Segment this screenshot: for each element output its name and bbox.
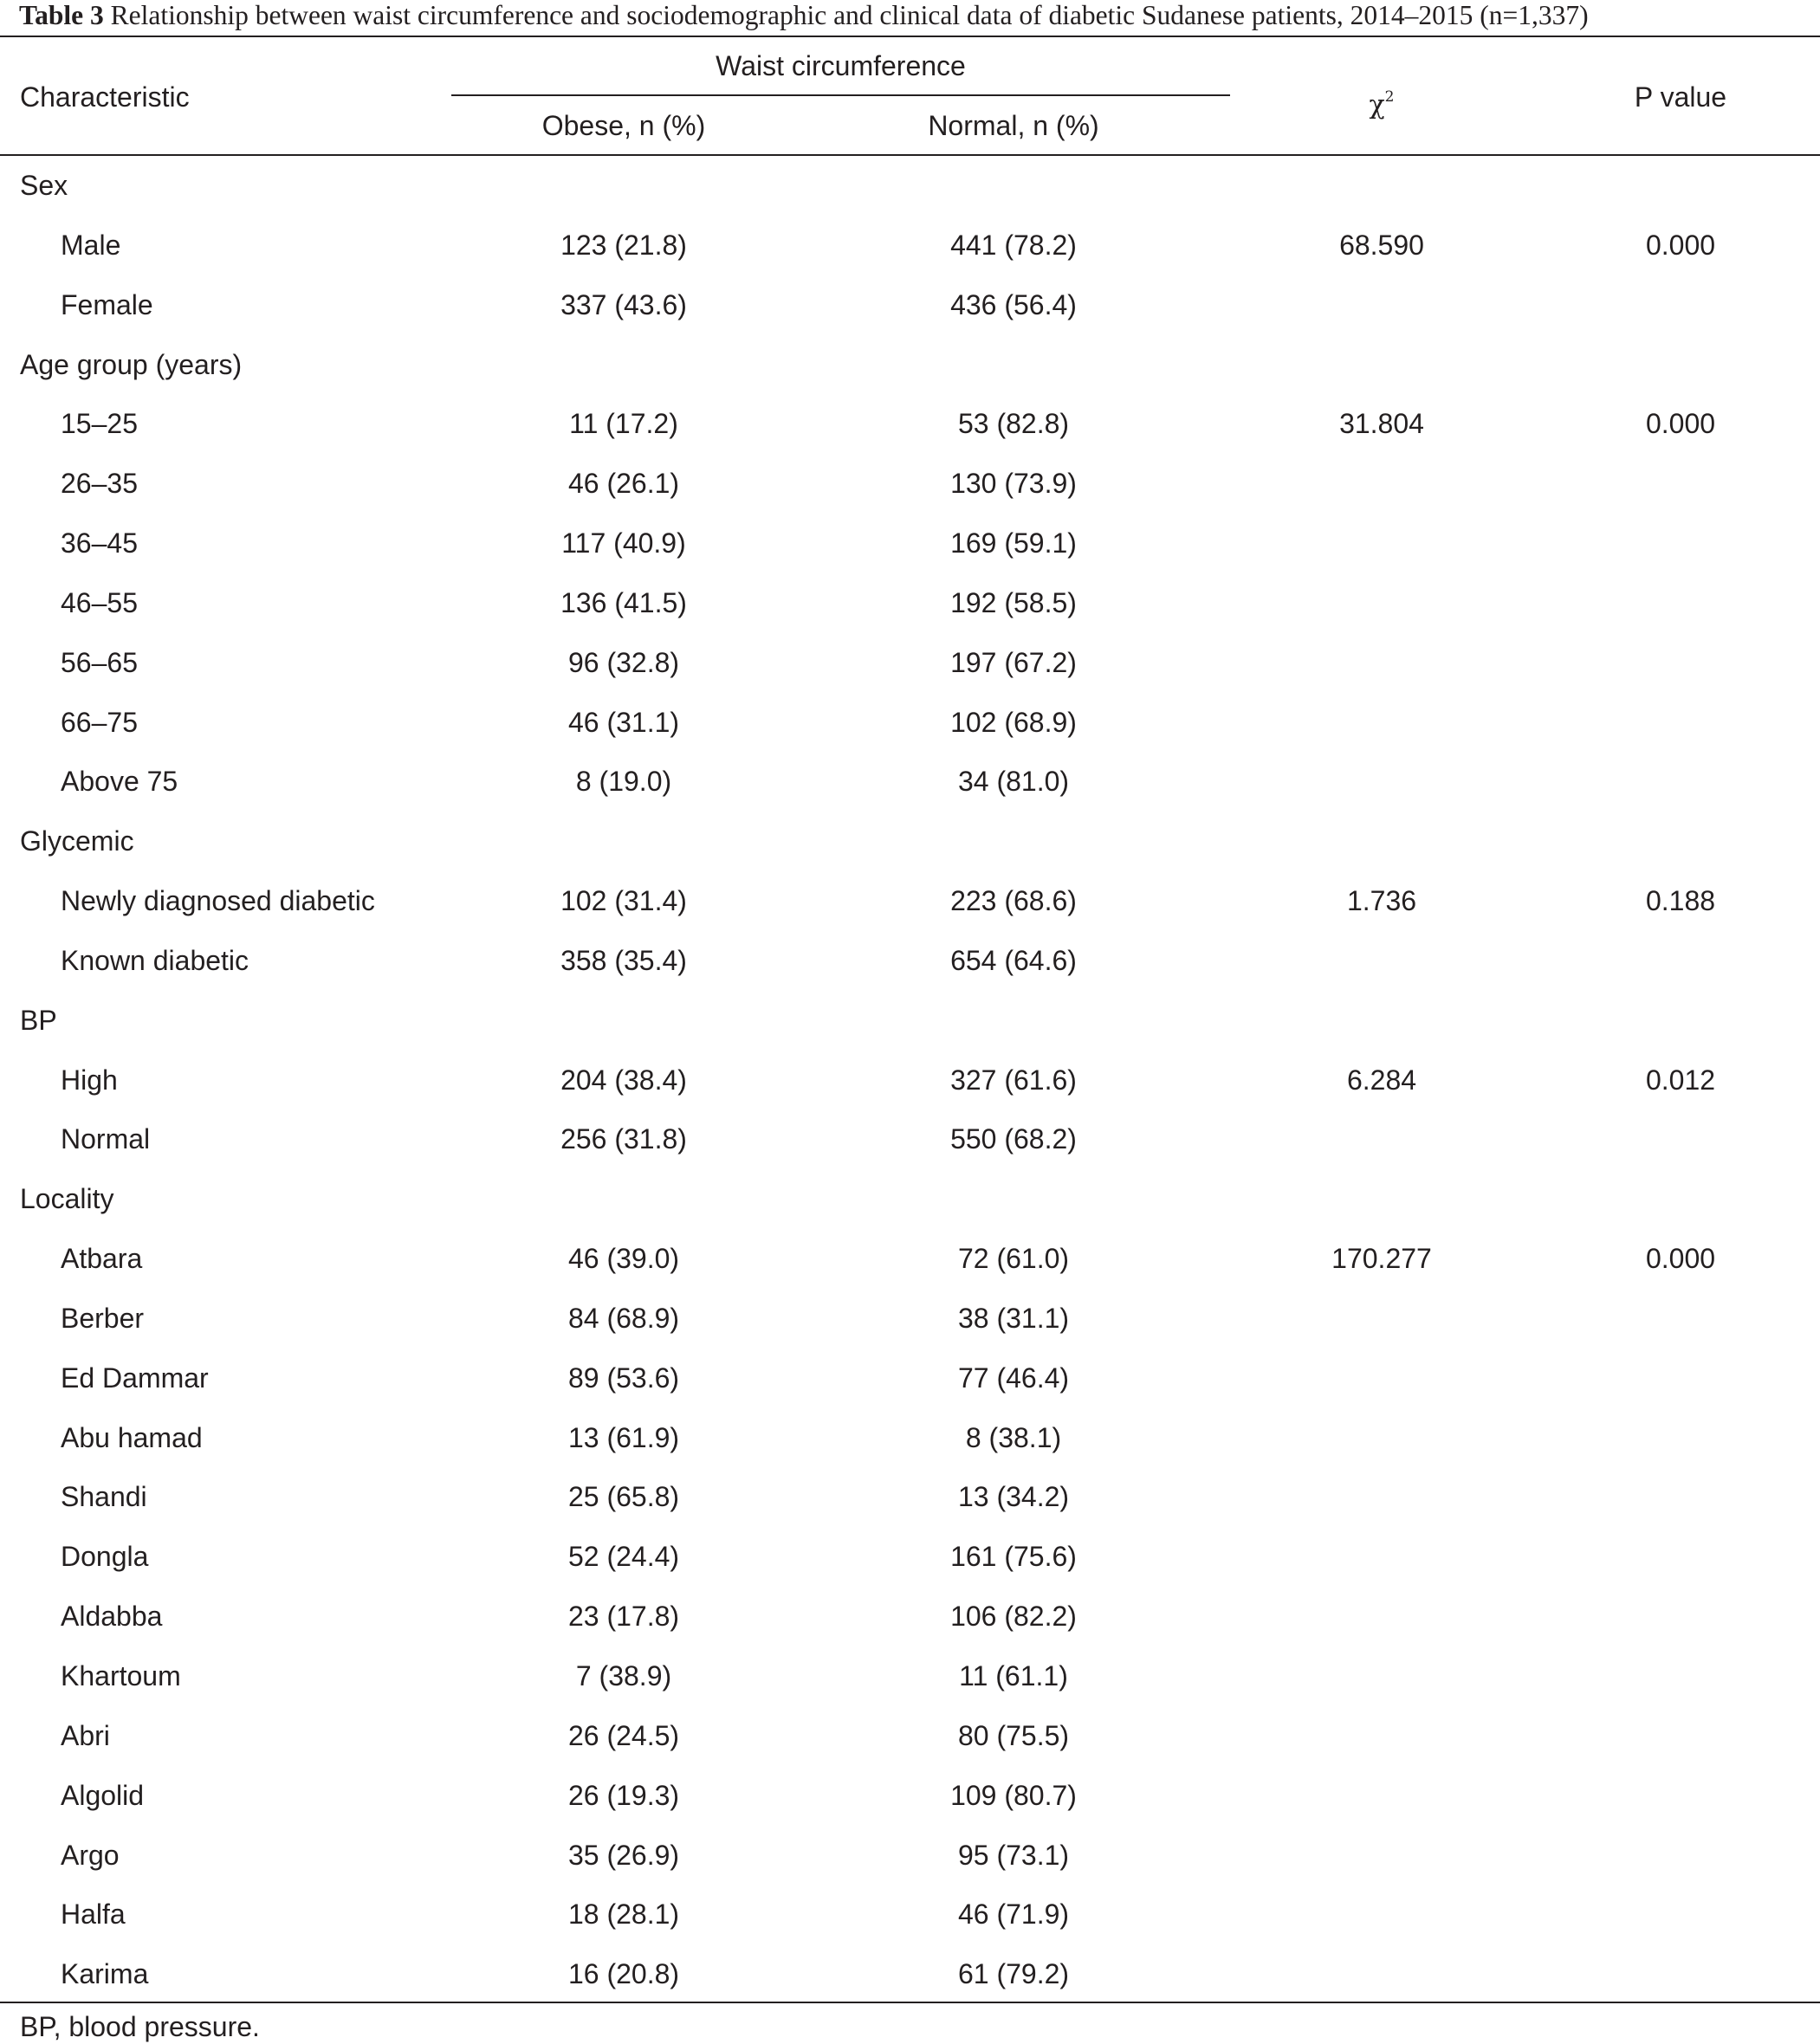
obese-value: 7 (38.9) (575, 1660, 672, 1691)
normal-value: 441 (78.2) (950, 230, 1077, 261)
normal-value: 8 (38.1) (965, 1422, 1062, 1453)
normal-value: 106 (82.2) (950, 1601, 1077, 1632)
normal-value: 109 (80.7) (950, 1780, 1077, 1811)
group-label: Sex (20, 170, 68, 201)
header-span-rule (451, 94, 1230, 96)
row-label: Normal (61, 1123, 151, 1155)
obese-value: 26 (19.3) (567, 1780, 680, 1811)
header-normal: Normal, n (%) (928, 110, 1099, 141)
header-characteristic: Characteristic (20, 81, 190, 113)
group-label: Age group (years) (20, 349, 243, 380)
normal-value: 654 (64.6) (950, 945, 1077, 976)
obese-value: 25 (65.8) (567, 1481, 680, 1512)
normal-value: 192 (58.5) (950, 587, 1077, 618)
normal-value: 102 (68.9) (950, 707, 1077, 738)
normal-value: 11 (61.1) (959, 1660, 1068, 1691)
normal-value: 161 (75.6) (950, 1541, 1077, 1572)
row-label: Newly diagnosed diabetic (61, 885, 375, 916)
row-label: 66–75 (61, 707, 138, 738)
normal-value: 77 (46.4) (957, 1362, 1070, 1394)
p-value: 0.012 (1645, 1064, 1716, 1096)
row-label: Ed Dammar (61, 1362, 209, 1394)
obese-value: 23 (17.8) (567, 1601, 680, 1632)
row-label: 56–65 (61, 647, 138, 678)
obese-value: 46 (31.1) (567, 707, 680, 738)
chi-square-value: 6.284 (1346, 1064, 1417, 1096)
row-label: Halfa (61, 1898, 126, 1930)
chi-symbol: χ (1369, 90, 1385, 120)
p-value: 0.000 (1645, 230, 1716, 261)
row-label: Khartoum (61, 1660, 181, 1691)
row-label: High (61, 1064, 118, 1096)
row-label: Male (61, 230, 121, 261)
row-label: 46–55 (61, 587, 138, 618)
bottom-rule (0, 2002, 1820, 2003)
row-label: Aldabba (61, 1601, 163, 1632)
row-label: Abri (61, 1720, 110, 1751)
group-label: Glycemic (20, 825, 134, 857)
header-chi-square (1282, 80, 1481, 123)
normal-value: 95 (73.1) (957, 1840, 1070, 1871)
normal-value: 550 (68.2) (950, 1123, 1077, 1155)
row-label: Berber (61, 1303, 145, 1334)
normal-value: 436 (56.4) (950, 289, 1077, 320)
table-label: Table 3 (19, 0, 104, 30)
table-caption (19, 0, 1804, 35)
row-label: Algolid (61, 1780, 145, 1811)
obese-value: 18 (28.1) (567, 1898, 680, 1930)
obese-value: 46 (26.1) (567, 468, 680, 499)
obese-value: 8 (19.0) (575, 766, 672, 797)
group-label: Locality (20, 1183, 114, 1214)
normal-value: 38 (31.1) (957, 1303, 1070, 1334)
row-label: 15–25 (61, 408, 138, 439)
obese-value: 26 (24.5) (567, 1720, 680, 1751)
table-footnote: BP, blood pressure. (20, 2011, 260, 2042)
normal-value: 327 (61.6) (950, 1064, 1077, 1096)
row-label: Abu hamad (61, 1422, 203, 1453)
table-title: Relationship between waist circumference and sociodemographic and clinical data of diabetic Sudanese patients, 2014–2015 (n=1,337) (110, 0, 1589, 30)
obese-value: 16 (20.8) (567, 1958, 680, 1989)
obese-value: 84 (68.9) (567, 1303, 680, 1334)
obese-value: 358 (35.4) (560, 945, 687, 976)
obese-value: 123 (21.8) (560, 230, 687, 261)
p-value: 0.188 (1645, 885, 1716, 916)
obese-value: 256 (31.8) (560, 1123, 687, 1155)
normal-value: 223 (68.6) (950, 885, 1077, 916)
obese-value: 89 (53.6) (567, 1362, 680, 1394)
normal-value: 53 (82.8) (957, 408, 1070, 439)
row-label: Female (61, 289, 153, 320)
normal-value: 46 (71.9) (957, 1898, 1070, 1930)
chi-square-value: 1.736 (1346, 885, 1417, 916)
obese-value: 35 (26.9) (567, 1840, 680, 1871)
row-label: Above 75 (61, 766, 178, 797)
obese-value: 337 (43.6) (560, 289, 687, 320)
p-value: 0.000 (1645, 408, 1716, 439)
normal-value: 13 (34.2) (957, 1481, 1070, 1512)
group-label: BP (20, 1005, 57, 1036)
obese-value: 96 (32.8) (567, 647, 680, 678)
row-label: Known diabetic (61, 945, 249, 976)
chi-square-value: 31.804 (1339, 408, 1424, 439)
normal-value: 130 (73.9) (950, 468, 1077, 499)
obese-value: 11 (17.2) (569, 408, 678, 439)
normal-value: 72 (61.0) (957, 1243, 1070, 1274)
chi-square-value: 68.590 (1339, 230, 1424, 261)
obese-value: 117 (40.9) (561, 527, 686, 559)
chi-superscript: 2 (1384, 88, 1395, 106)
chi-square-value: 170.277 (1331, 1243, 1432, 1274)
row-label: Karima (61, 1958, 149, 1989)
normal-value: 34 (81.0) (957, 766, 1070, 797)
row-label: Argo (61, 1840, 120, 1871)
header-waist-circumference: Waist circumference (716, 50, 966, 81)
normal-value: 80 (75.5) (957, 1720, 1070, 1751)
header-rule (0, 154, 1820, 156)
row-label: Atbara (61, 1243, 143, 1274)
top-rule (0, 36, 1820, 37)
obese-value: 102 (31.4) (560, 885, 687, 916)
obese-value: 13 (61.9) (567, 1422, 680, 1453)
row-label: Shandi (61, 1481, 147, 1512)
row-label: 26–35 (61, 468, 138, 499)
header-obese: Obese, n (%) (541, 110, 706, 141)
normal-value: 197 (67.2) (950, 647, 1077, 678)
row-label: Dongla (61, 1541, 149, 1572)
p-value: 0.000 (1645, 1243, 1716, 1274)
normal-value: 61 (79.2) (957, 1958, 1070, 1989)
header-p-value: P value (1634, 81, 1727, 113)
obese-value: 52 (24.4) (567, 1541, 680, 1572)
obese-value: 136 (41.5) (560, 587, 687, 618)
normal-value: 169 (59.1) (950, 527, 1077, 559)
row-label: 36–45 (61, 527, 138, 559)
obese-value: 46 (39.0) (567, 1243, 680, 1274)
obese-value: 204 (38.4) (560, 1064, 687, 1096)
